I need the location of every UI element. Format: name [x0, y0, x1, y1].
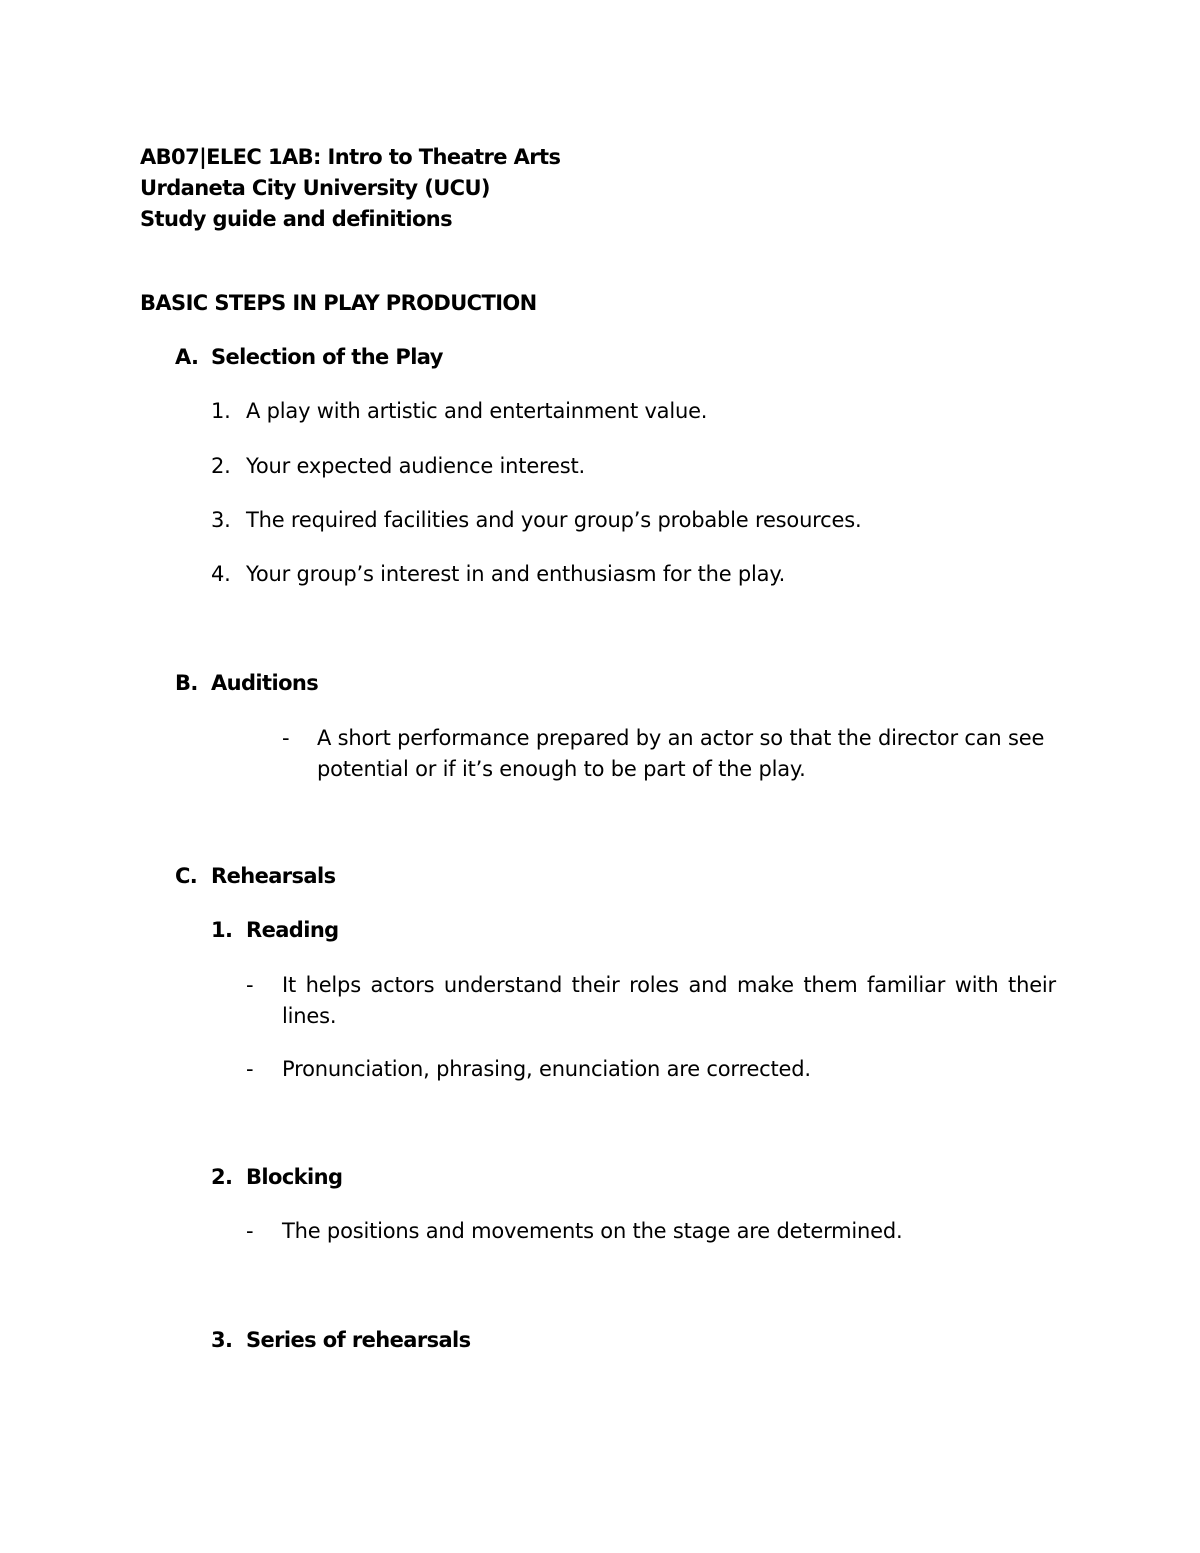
list-item: Your group’s interest in and enthusiasm for the play.	[246, 562, 786, 586]
subsection-title-reading: Reading	[246, 918, 339, 942]
list-item: The required facilities and your group’s probable resources.	[246, 508, 862, 532]
list-item: A play with artistic and entertainment value.	[246, 399, 708, 423]
subsection-marker: 3.	[211, 1328, 233, 1352]
bullet-dash: -	[246, 973, 254, 997]
section-heading: BASIC STEPS IN PLAY PRODUCTION	[140, 291, 537, 315]
section-a-title: Selection of the Play	[211, 345, 443, 369]
blocking-bullet: The positions and movements on the stage are determined.	[282, 1219, 903, 1243]
university-name: Urdaneta City University (UCU)	[140, 176, 490, 200]
section-a-marker: A.	[175, 345, 199, 369]
document-subtitle: Study guide and definitions	[140, 207, 453, 231]
section-c-marker: C.	[175, 864, 198, 888]
list-item: Your expected audience interest.	[246, 454, 585, 478]
bullet-dash: -	[246, 1219, 254, 1243]
subsection-marker: 1.	[211, 918, 233, 942]
course-title: AB07|ELEC 1AB: Intro to Theatre Arts	[140, 145, 561, 169]
subsection-marker: 2.	[211, 1165, 233, 1189]
list-item-marker: 1.	[211, 399, 231, 423]
auditions-definition: A short performance prepared by an actor so that the director can see potential or if it’s enough to be part of the play.	[317, 726, 1045, 781]
section-c-title: Rehearsals	[211, 864, 336, 888]
list-item-marker: 2.	[211, 454, 231, 478]
section-b-marker: B.	[175, 671, 198, 695]
section-b-title: Auditions	[211, 671, 319, 695]
list-item-marker: 3.	[211, 508, 231, 532]
subsection-title-series: Series of rehearsals	[246, 1328, 471, 1352]
list-item-marker: 4.	[211, 562, 231, 586]
reading-bullet: It helps actors understand their roles and make them familiar with their lines.	[282, 973, 1056, 1028]
reading-bullet: Pronunciation, phrasing, enunciation are corrected.	[282, 1057, 811, 1081]
bullet-dash: -	[246, 1057, 254, 1081]
bullet-dash: -	[282, 726, 290, 750]
subsection-title-blocking: Blocking	[246, 1165, 343, 1189]
